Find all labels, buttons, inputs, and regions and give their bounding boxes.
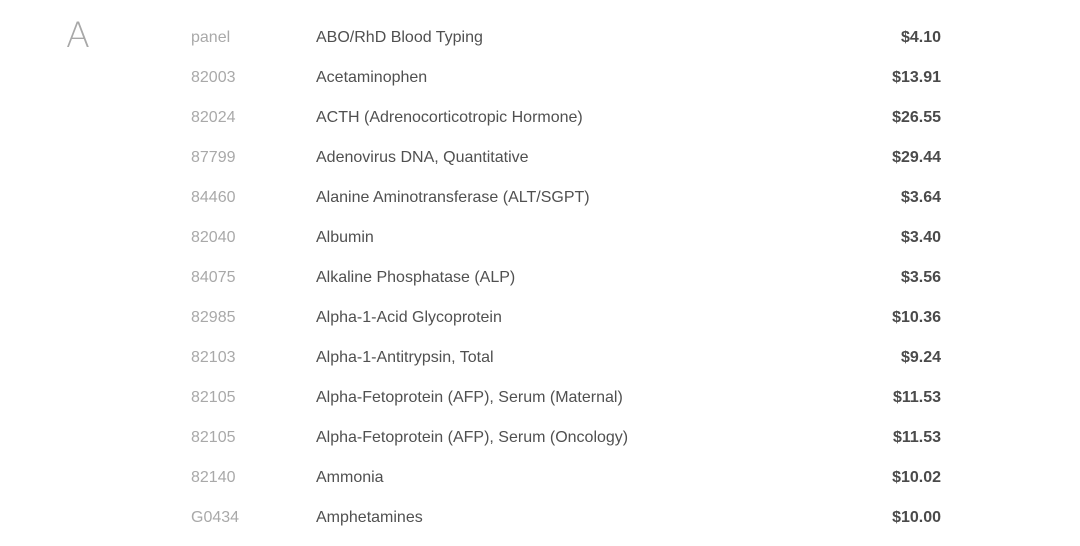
test-price: $3.64 (900, 189, 941, 206)
test-name: Acetaminophen (316, 69, 428, 86)
test-row (0, 18, 1080, 58)
test-row (0, 498, 1080, 538)
test-name: Alkaline Phosphatase (ALP) (316, 269, 516, 286)
test-price: $10.00 (892, 509, 941, 526)
test-row (0, 378, 1080, 418)
test-code: 82103 (191, 349, 236, 366)
test-code: 82003 (191, 69, 236, 86)
test-code: panel (191, 29, 231, 46)
test-row (0, 178, 1080, 218)
test-row (0, 338, 1080, 378)
test-code: G0434 (191, 509, 240, 526)
test-price: $3.40 (900, 229, 941, 246)
test-price: $29.44 (892, 149, 941, 166)
test-name: Adenovirus DNA, Quantitative (316, 149, 529, 166)
test-price: $11.53 (892, 389, 941, 406)
test-row (0, 98, 1080, 138)
test-code: 82985 (191, 309, 236, 326)
test-price: $3.56 (900, 269, 941, 286)
test-name: Ammonia (316, 469, 384, 486)
test-code: 87799 (191, 149, 236, 166)
test-row (0, 458, 1080, 498)
test-name: ACTH (Adrenocorticotropic Hormone) (316, 109, 583, 126)
section-letter-heading: A (66, 16, 90, 56)
test-code: 82024 (191, 109, 236, 126)
test-code: 82040 (191, 229, 236, 246)
test-row (0, 258, 1080, 298)
test-row (0, 138, 1080, 178)
test-price: $4.10 (900, 29, 941, 46)
test-name: Alpha-Fetoprotein (AFP), Serum (Oncology) (316, 429, 629, 446)
test-price: $26.55 (892, 109, 941, 126)
test-code: 82105 (191, 389, 236, 406)
test-name: Alpha-1-Antitrypsin, Total (316, 349, 494, 366)
test-code: 84075 (191, 269, 236, 286)
test-code: 82105 (191, 429, 236, 446)
test-code: 82140 (191, 469, 236, 486)
test-price: $13.91 (892, 69, 941, 86)
test-row (0, 218, 1080, 258)
test-price: $9.24 (900, 349, 941, 366)
test-price-list (0, 18, 1080, 538)
test-name: Alpha-1-Acid Glycoprotein (316, 309, 502, 326)
test-row (0, 58, 1080, 98)
test-price: $10.36 (892, 309, 941, 326)
test-name: ABO/RhD Blood Typing (316, 29, 483, 46)
test-name: Alanine Aminotransferase (ALT/SGPT) (316, 189, 590, 206)
test-name: Albumin (316, 229, 374, 246)
test-row (0, 298, 1080, 338)
test-price: $11.53 (892, 429, 941, 446)
test-code: 84460 (191, 189, 236, 206)
test-name: Amphetamines (316, 509, 423, 526)
test-row (0, 418, 1080, 458)
test-price: $10.02 (892, 469, 941, 486)
test-name: Alpha-Fetoprotein (AFP), Serum (Maternal) (316, 389, 623, 406)
